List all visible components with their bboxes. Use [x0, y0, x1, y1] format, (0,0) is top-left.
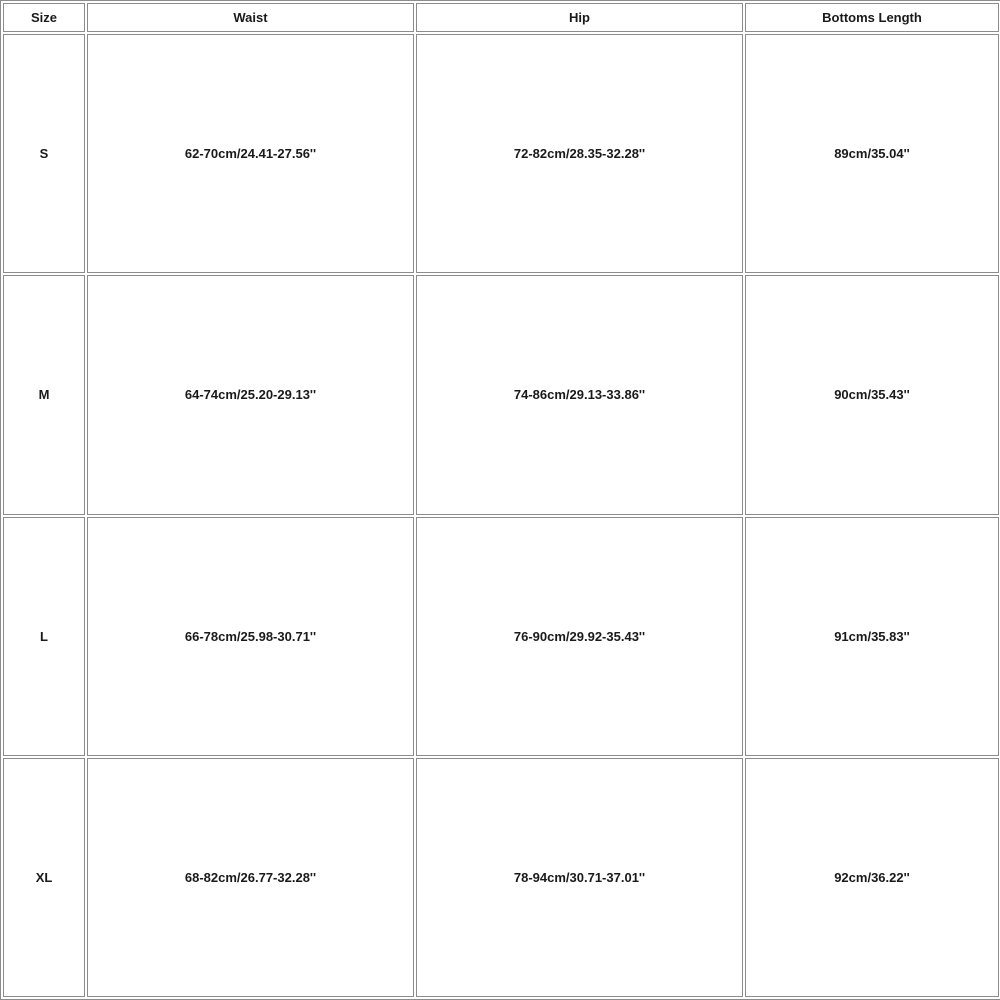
cell-waist: 62-70cm/24.41-27.56'' [87, 34, 414, 273]
cell-bottoms-length: 89cm/35.04'' [745, 34, 999, 273]
header-waist: Waist [87, 3, 414, 32]
header-bottoms-length: Bottoms Length [745, 3, 999, 32]
cell-hip: 72-82cm/28.35-32.28'' [416, 34, 743, 273]
cell-hip: 74-86cm/29.13-33.86'' [416, 275, 743, 514]
cell-waist: 64-74cm/25.20-29.13'' [87, 275, 414, 514]
table-row [3, 758, 999, 997]
cell-bottoms-length: 91cm/35.83'' [745, 517, 999, 756]
table-row [3, 34, 999, 273]
cell-hip: 78-94cm/30.71-37.01'' [416, 758, 743, 997]
cell-waist: 66-78cm/25.98-30.71'' [87, 517, 414, 756]
table-header-row [3, 3, 999, 32]
cell-size: M [3, 275, 85, 514]
cell-size: XL [3, 758, 85, 997]
table-row [3, 275, 999, 514]
header-hip: Hip [416, 3, 743, 32]
header-size: Size [3, 3, 85, 32]
cell-bottoms-length: 92cm/36.22'' [745, 758, 999, 997]
table-row [3, 517, 999, 756]
cell-size: S [3, 34, 85, 273]
cell-size: L [3, 517, 85, 756]
cell-waist: 68-82cm/26.77-32.28'' [87, 758, 414, 997]
cell-bottoms-length: 90cm/35.43'' [745, 275, 999, 514]
cell-hip: 76-90cm/29.92-35.43'' [416, 517, 743, 756]
